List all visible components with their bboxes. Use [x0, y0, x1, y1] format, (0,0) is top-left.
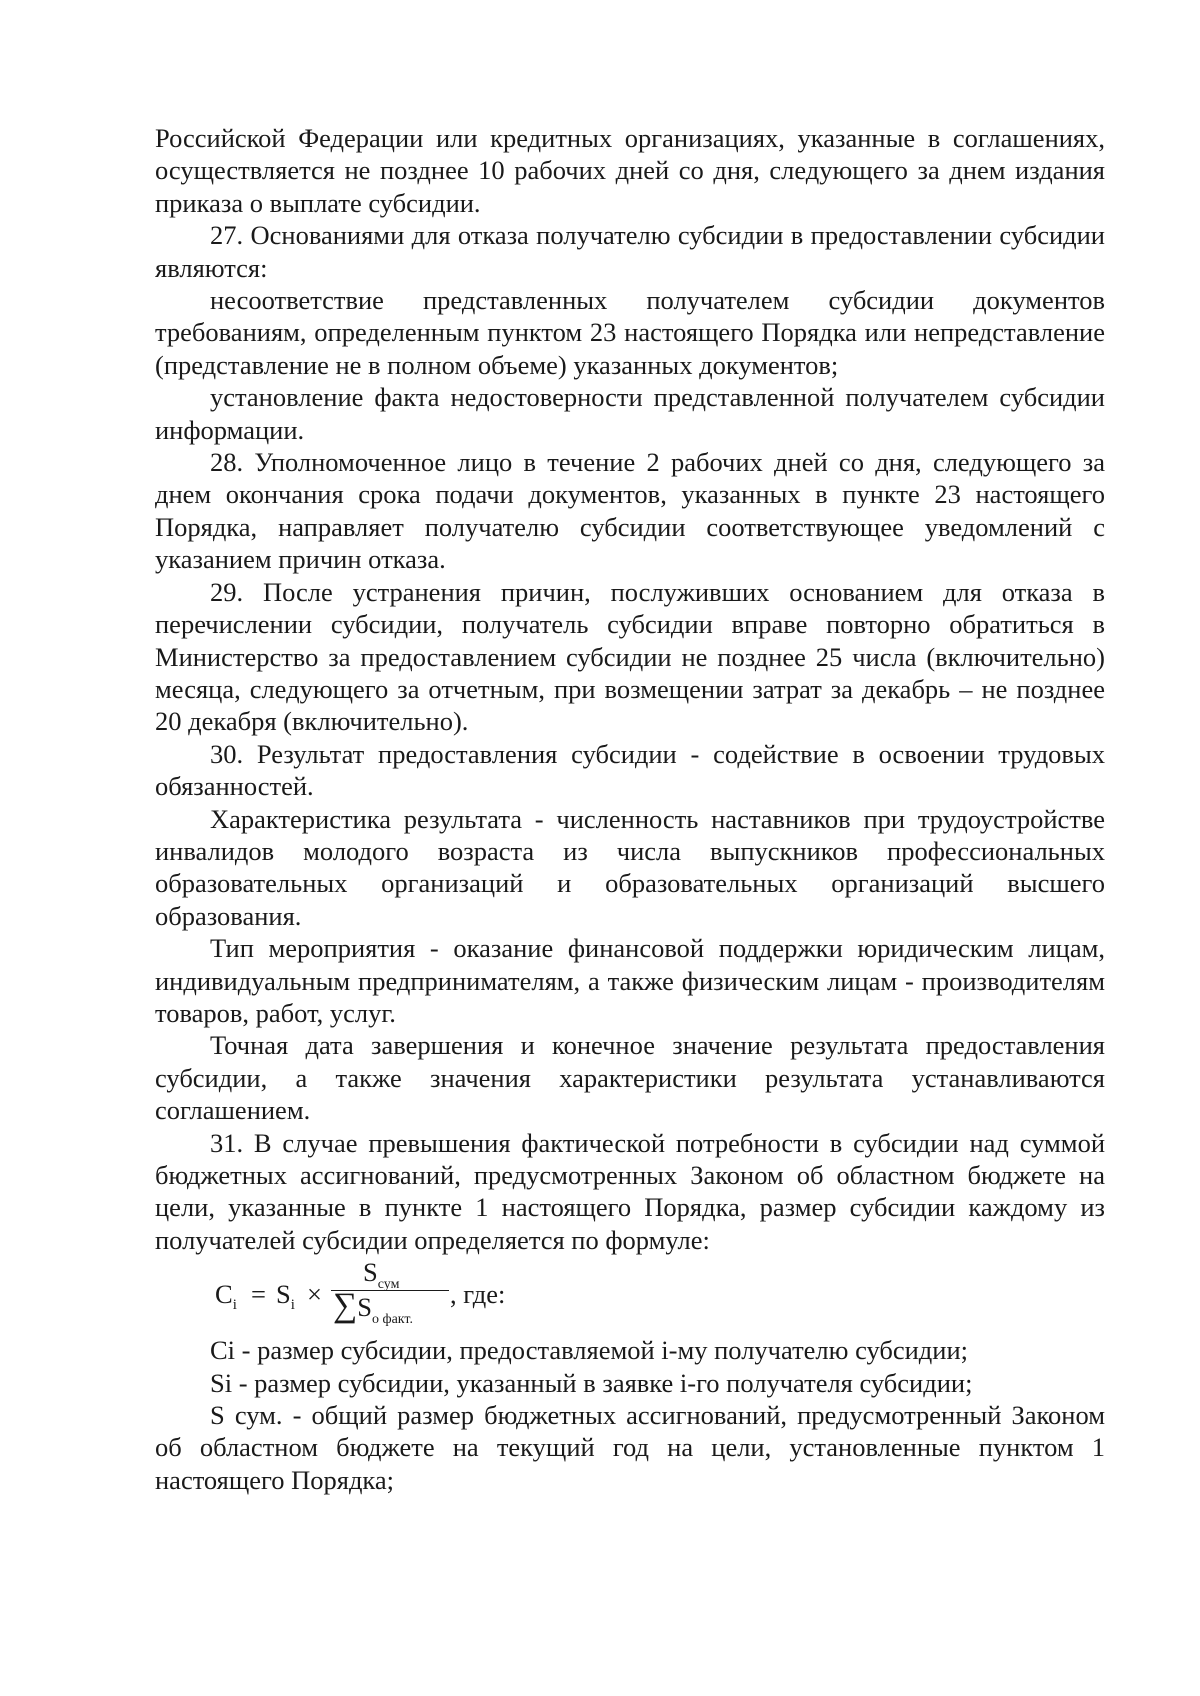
- formula-numerator: $S_{сум}$: [363, 1257, 400, 1293]
- paragraph-27-item-1: несоответствие представленных получателем субсидии документов требованиям, определенным пунктом 23 настоящего Порядка или непредставление (представление не в полном объеме) указанных документов;: [155, 285, 1105, 380]
- paragraph-continuation: Российской Федерации или кредитных организациях, указанные в соглашениях, осуществляется не позднее 10 рабочих дней со дня, следующего за днем издания приказа о выплате субсидии.: [155, 123, 1105, 218]
- paragraph-29: 29. После устранения причин, послуживших основанием для отказа в перечислении субсидии, получатель субсидии вправе повторно обратиться в Министерство за предоставлением субсидии не позднее 25 числа (включительно) месяца, следующего за отчетным, при возмещении затрат за декабрь – не позднее 20 декабря (включительно).: [155, 576, 1105, 737]
- definition-ssum: S сум. - общий размер бюджетных ассигнований, предусмотренный Законом об областном бюджете на текущий год на цели, установленные пунктом 1 настоящего Порядка;: [155, 1400, 1105, 1495]
- formula-equals: =: [251, 1279, 266, 1310]
- formula-si: $S_i$: [276, 1279, 295, 1314]
- paragraph-30: 30. Результат предоставления субсидии - содействие в освоении трудовых обязанностей.: [155, 738, 1105, 802]
- formula-lhs: $C_i$: [215, 1279, 237, 1314]
- definition-ci: Ci - размер субсидии, предоставляемой i-му получателю субсидии;: [210, 1335, 969, 1366]
- paragraph-27-item-2: установление факта недостоверности представленной получателем субсидии информации.: [155, 382, 1105, 445]
- formula-where: , где:: [450, 1279, 506, 1310]
- subsidy-formula: [155, 1257, 1105, 1328]
- paragraph-30-characteristic: Характеристика результата - численность наставников при трудоустройстве инвалидов молодого возраста из числа выпускников профессиональных образовательных организаций и образовательных организаций высшего образования.: [155, 803, 1105, 931]
- document-body: [155, 122, 1105, 1496]
- formula-denominator: $\sum S_{о факт.}$: [333, 1287, 413, 1328]
- paragraph-28: 28. Уполномоченное лицо в течение 2 рабочих дней со дня, следующего за днем окончания срока подачи документов, указанных в пункте 23 настоящего Порядка, направляет получателю субсидии соответствующее уведомлений с указанием причин отказа.: [155, 447, 1105, 575]
- paragraph-30-completion: Точная дата завершения и конечное значение результата предоставления субсидии, а также значения характеристики результата устанавливаются соглашением.: [155, 1030, 1105, 1126]
- definition-si: Si - размер субсидии, указанный в заявке i-го получателя субсидии;: [210, 1367, 973, 1398]
- paragraph-31: 31. В случае превышения фактической потребности в субсидии над суммой бюджетных ассигнований, предусмотренных Законом об областном бюджете на цели, указанные в пункте 1 настоящего Порядка, размер субсидии каждому из получателей субсидии определяется по формуле:: [155, 1127, 1105, 1255]
- paragraph-30-event-type: Тип мероприятия - оказание финансовой поддержки юридическим лицам, индивидуальным предпринимателям, а также физическим лицам - производителям товаров, работ, услуг.: [155, 933, 1105, 1028]
- formula-times: ×: [307, 1279, 322, 1310]
- paragraph-27: 27. Основаниями для отказа получателю субсидии в предоставлении субсидии являются:: [155, 220, 1105, 283]
